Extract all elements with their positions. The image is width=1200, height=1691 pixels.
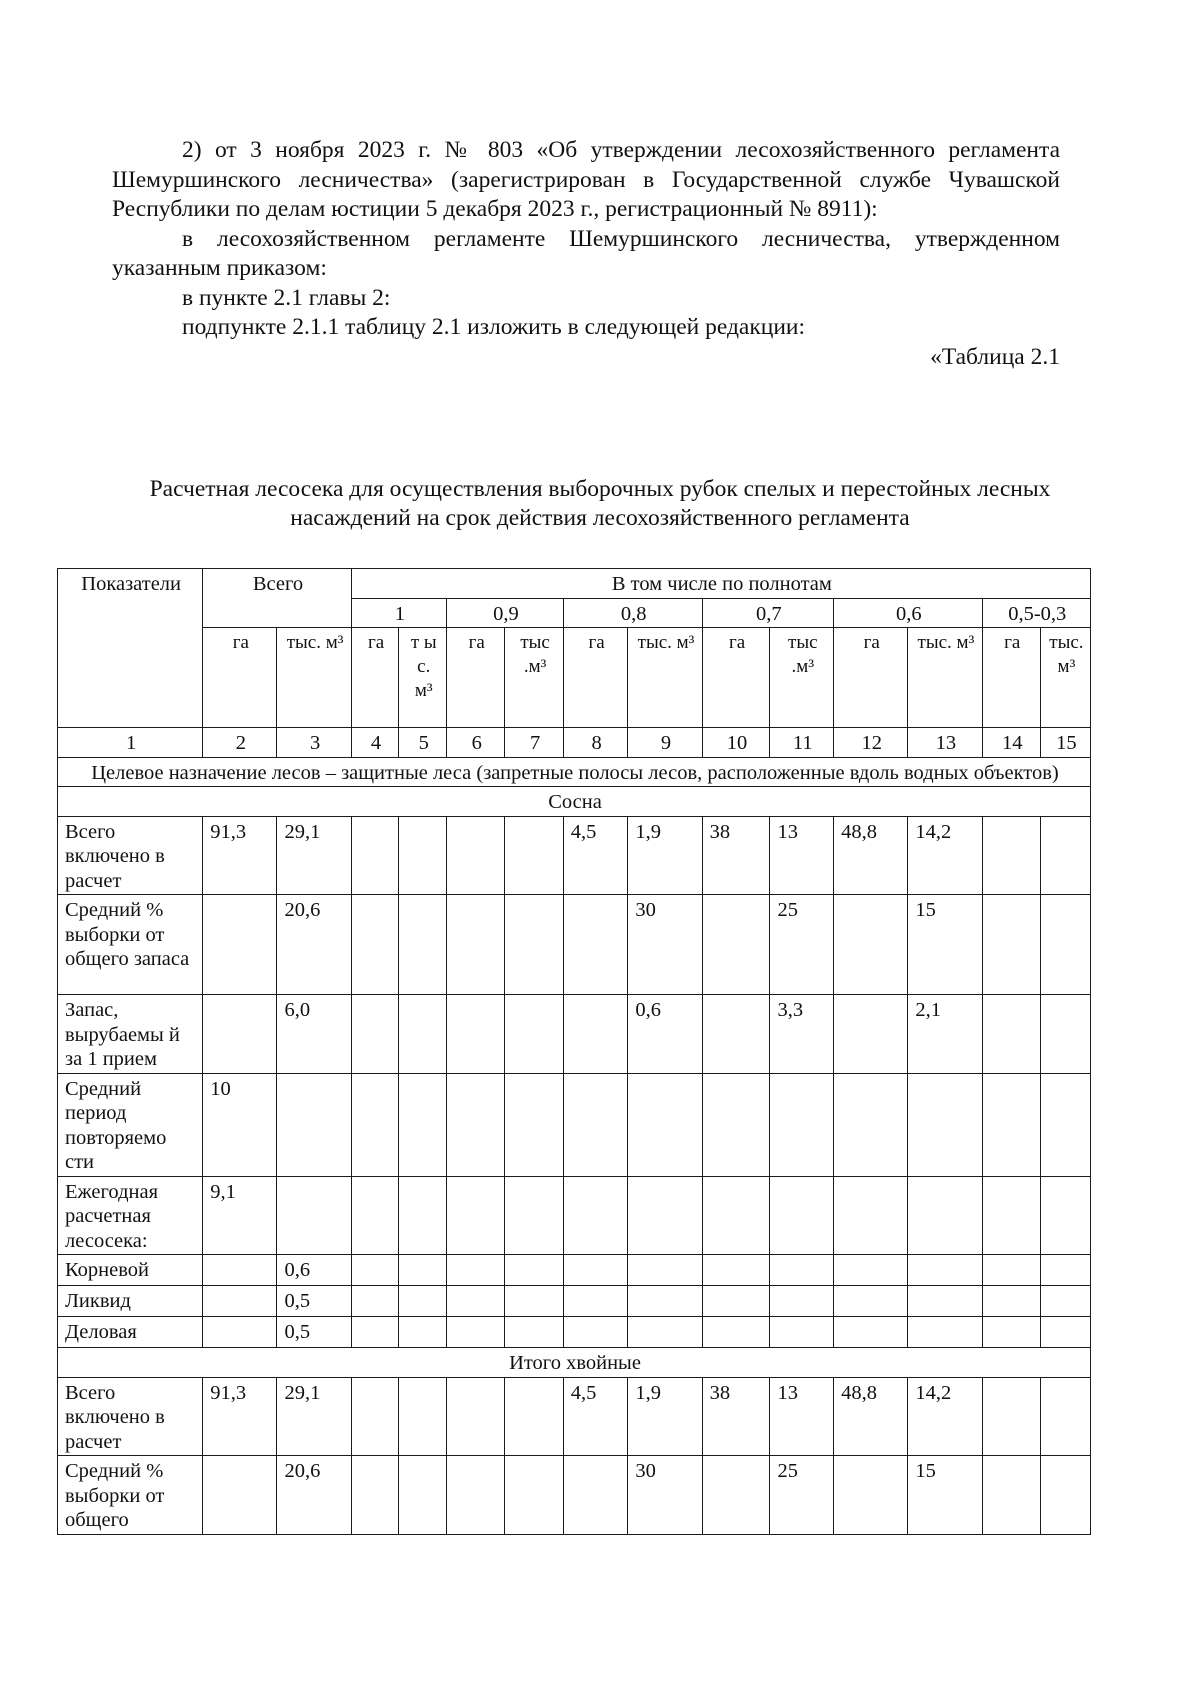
table-cell — [505, 1317, 563, 1348]
row-label: Деловая — [58, 1317, 203, 1348]
unit-cell: тыс. м³ — [277, 628, 351, 728]
table-cell: 91,3 — [203, 816, 277, 895]
table-cell — [702, 1176, 770, 1255]
table-cell: 25 — [770, 1456, 834, 1535]
table-cell: 10 — [203, 1073, 277, 1176]
table-title-line-2: насаждений на срок действия лесохозяйственного регламента — [290, 505, 910, 531]
table-cell: 0,5 — [277, 1286, 351, 1317]
table-cell — [351, 1286, 399, 1317]
table-cell — [505, 895, 563, 995]
table-cell — [203, 1317, 277, 1348]
table-cell — [834, 895, 908, 995]
density-1: 1 — [351, 598, 446, 628]
table-cell — [702, 895, 770, 995]
table-cell — [505, 1073, 563, 1176]
table-cell — [203, 895, 277, 995]
table-cell — [702, 995, 770, 1074]
table-cell: 48,8 — [834, 1377, 908, 1456]
table-cell: 15 — [908, 1456, 982, 1535]
table-row — [58, 1317, 1091, 1348]
table-cell — [702, 1286, 770, 1317]
table-cell — [351, 1317, 399, 1348]
table-cell — [1040, 1176, 1090, 1255]
table-cell — [982, 995, 1040, 1074]
table-cell — [1040, 1286, 1090, 1317]
table-cell — [203, 1255, 277, 1286]
table-row — [58, 1176, 1091, 1255]
table-cell — [563, 1255, 628, 1286]
table-cell — [982, 1456, 1040, 1535]
column-number: 4 — [351, 728, 399, 758]
density-0-5-0-3: 0,5-0,3 — [982, 598, 1090, 628]
table-cell: 20,6 — [277, 1456, 351, 1535]
table-cell — [447, 1176, 505, 1255]
column-number: 14 — [982, 728, 1040, 758]
density-0-9: 0,9 — [447, 598, 564, 628]
table-cell — [351, 1073, 399, 1176]
unit-cell: тыс .м³ — [505, 628, 563, 728]
column-number: 3 — [277, 728, 351, 758]
table-cell — [447, 895, 505, 995]
unit-cell: га — [982, 628, 1040, 728]
header-by-density: В том числе по полнотам — [351, 569, 1090, 599]
table-cell — [399, 1286, 447, 1317]
column-number: 2 — [203, 728, 277, 758]
table-cell: 14,2 — [908, 816, 982, 895]
row-label: Запас, вырубаемы й за 1 прием — [58, 995, 203, 1074]
header-units-row — [58, 628, 1091, 728]
table-row — [58, 1456, 1091, 1535]
table-cell — [447, 1456, 505, 1535]
table-cell — [505, 1255, 563, 1286]
table-cell — [563, 1286, 628, 1317]
column-number: 13 — [908, 728, 982, 758]
column-number: 11 — [770, 728, 834, 758]
table-cell — [351, 1377, 399, 1456]
table-cell — [563, 1176, 628, 1255]
table-cell — [399, 895, 447, 995]
table-cell — [770, 1255, 834, 1286]
table-cell — [399, 1255, 447, 1286]
table-cell: 2,1 — [908, 995, 982, 1074]
row-label: Средний % выборки от общего запаса — [58, 895, 203, 995]
table-cell — [1040, 995, 1090, 1074]
table-cell — [505, 1176, 563, 1255]
table-cell — [277, 1176, 351, 1255]
table-title — [60, 475, 1140, 533]
table-cell: 48,8 — [834, 816, 908, 895]
section-row — [58, 1348, 1091, 1378]
table-cell — [447, 1317, 505, 1348]
purpose-row — [58, 757, 1091, 787]
row-label: Средний % выборки от общего — [58, 1456, 203, 1535]
table-cell — [1040, 1255, 1090, 1286]
table-cell — [351, 1176, 399, 1255]
table-cell — [982, 1255, 1040, 1286]
table-cell — [908, 1286, 982, 1317]
table-cell — [399, 1073, 447, 1176]
table-row — [58, 1255, 1091, 1286]
table-cell — [982, 1377, 1040, 1456]
unit-cell: га — [351, 628, 399, 728]
table-cell — [447, 816, 505, 895]
unit-cell: га — [203, 628, 277, 728]
unit-cell: тыс. м³ — [908, 628, 982, 728]
table-cell: 0,6 — [628, 995, 702, 1074]
table-cell — [505, 1286, 563, 1317]
table-cell — [628, 1286, 702, 1317]
table-cell — [834, 995, 908, 1074]
intro-text — [112, 136, 1060, 372]
table-cell — [399, 995, 447, 1074]
table-cell — [399, 816, 447, 895]
table-cell — [399, 1456, 447, 1535]
table-cell — [982, 1073, 1040, 1176]
table-cell — [834, 1073, 908, 1176]
table-cell — [563, 1073, 628, 1176]
table-cell — [770, 1286, 834, 1317]
table-cell: 25 — [770, 895, 834, 995]
table-cell — [1040, 1317, 1090, 1348]
table-cell — [1040, 816, 1090, 895]
table-cell — [834, 1456, 908, 1535]
table-cell — [982, 1286, 1040, 1317]
row-label: Всего включено в расчет — [58, 1377, 203, 1456]
allowable-cut-table — [57, 568, 1091, 1535]
table-cell: 15 — [908, 895, 982, 995]
row-label: Ликвид — [58, 1286, 203, 1317]
table-title-line-1: Расчетная лесосека для осуществления выборочных рубок спелых и перестойных лесных — [149, 476, 1051, 502]
table-cell — [447, 1073, 505, 1176]
table-cell — [770, 1073, 834, 1176]
table-cell — [351, 995, 399, 1074]
row-label: Средний период повторяемо сти — [58, 1073, 203, 1176]
header-indicators: Показатели — [58, 569, 203, 728]
column-number: 10 — [702, 728, 770, 758]
table-cell — [982, 816, 1040, 895]
table-cell — [351, 895, 399, 995]
table-cell — [702, 1317, 770, 1348]
table-cell: 1,9 — [628, 816, 702, 895]
table-cell — [834, 1255, 908, 1286]
forest-purpose: Целевое назначение лесов – защитные леса (запретные полосы лесов, расположенные вдоль водных объектов) — [58, 757, 1091, 787]
table-row — [58, 1073, 1091, 1176]
section-row — [58, 787, 1091, 817]
table-cell — [399, 1176, 447, 1255]
table-cell: 6,0 — [277, 995, 351, 1074]
table-cell — [351, 1255, 399, 1286]
table-cell — [834, 1317, 908, 1348]
table-cell — [628, 1317, 702, 1348]
intro-paragraph-4: подпункте 2.1.1 таблицу 2.1 изложить в следующей редакции: — [182, 314, 806, 340]
table-reference: «Таблица 2.1 — [930, 343, 1060, 370]
density-0-7: 0,7 — [702, 598, 833, 628]
table-cell — [702, 1073, 770, 1176]
table-cell: 13 — [770, 1377, 834, 1456]
table-cell: 29,1 — [277, 1377, 351, 1456]
unit-cell: т ы с. м³ — [399, 628, 447, 728]
table-cell — [351, 1456, 399, 1535]
table-cell: 13 — [770, 816, 834, 895]
table-cell — [1040, 1456, 1090, 1535]
table-cell — [982, 1317, 1040, 1348]
table-cell: 0,5 — [277, 1317, 351, 1348]
unit-cell: тыс. м³ — [1040, 628, 1090, 728]
column-number: 6 — [447, 728, 505, 758]
section-title: Сосна — [58, 787, 1091, 817]
table-cell: 14,2 — [908, 1377, 982, 1456]
table-cell: 0,6 — [277, 1255, 351, 1286]
column-number: 15 — [1040, 728, 1090, 758]
table-cell — [505, 1377, 563, 1456]
table-row — [58, 816, 1091, 895]
table-cell — [203, 995, 277, 1074]
table-cell — [908, 1317, 982, 1348]
table-cell — [702, 1255, 770, 1286]
row-label: Корневой — [58, 1255, 203, 1286]
header-total: Всего — [203, 569, 351, 628]
column-number: 9 — [628, 728, 702, 758]
table-cell: 1,9 — [628, 1377, 702, 1456]
density-0-8: 0,8 — [563, 598, 702, 628]
table-cell: 9,1 — [203, 1176, 277, 1255]
unit-cell: тыс. м³ — [628, 628, 702, 728]
table-cell: 3,3 — [770, 995, 834, 1074]
table-cell: 29,1 — [277, 816, 351, 895]
table-cell — [908, 1073, 982, 1176]
table-cell: 38 — [702, 1377, 770, 1456]
table-row — [58, 995, 1091, 1074]
header-row-1 — [58, 569, 1091, 599]
table-cell — [834, 1176, 908, 1255]
table-cell — [203, 1456, 277, 1535]
table-cell — [908, 1255, 982, 1286]
table-cell — [505, 1456, 563, 1535]
table-cell — [563, 995, 628, 1074]
table-cell — [563, 895, 628, 995]
table-row — [58, 895, 1091, 995]
table-cell — [628, 1255, 702, 1286]
table-cell: 30 — [628, 1456, 702, 1535]
table-cell — [982, 895, 1040, 995]
column-number: 8 — [563, 728, 628, 758]
table-cell — [277, 1073, 351, 1176]
table-row — [58, 1286, 1091, 1317]
table-cell — [628, 1176, 702, 1255]
table-cell — [447, 995, 505, 1074]
table-cell — [834, 1286, 908, 1317]
table-cell — [702, 1456, 770, 1535]
table-cell: 91,3 — [203, 1377, 277, 1456]
table-cell — [399, 1317, 447, 1348]
table-cell: 20,6 — [277, 895, 351, 995]
table-cell: 30 — [628, 895, 702, 995]
table-cell — [351, 816, 399, 895]
table-cell — [447, 1286, 505, 1317]
unit-cell: га — [834, 628, 908, 728]
table-cell — [1040, 1377, 1090, 1456]
intro-paragraph-3: в пункте 2.1 главы 2: — [182, 284, 391, 311]
table-cell — [505, 995, 563, 1074]
table-cell — [505, 816, 563, 895]
table-cell — [563, 1456, 628, 1535]
table-cell — [770, 1176, 834, 1255]
unit-cell: тыс .м³ — [770, 628, 834, 728]
column-number: 7 — [505, 728, 563, 758]
unit-cell: га — [563, 628, 628, 728]
table-cell — [908, 1176, 982, 1255]
column-number: 5 — [399, 728, 447, 758]
table-row — [58, 1377, 1091, 1456]
table-cell — [563, 1317, 628, 1348]
table-cell — [1040, 1073, 1090, 1176]
column-number: 1 — [58, 728, 203, 758]
table-cell — [447, 1255, 505, 1286]
intro-paragraph-2: в лесохозяйственном регламенте Шемуршинского лесничества, утвержденном указанным приказом: — [112, 225, 1060, 281]
table-cell: 4,5 — [563, 1377, 628, 1456]
table-cell — [447, 1377, 505, 1456]
intro-paragraph-1: 2) от 3 ноября 2023 г. № 803 «Об утверждении лесохозяйственного регламента Шемуршинского лесничества» (зарегистрирован в Государственной службе Чувашской Республики по делам юстиции 5 декабря 2023 г., регистрационный № 8911): — [112, 137, 1060, 222]
row-label: Ежегодная расчетная лесосека: — [58, 1176, 203, 1255]
table-cell — [203, 1286, 277, 1317]
column-number: 12 — [834, 728, 908, 758]
unit-cell: га — [447, 628, 505, 728]
unit-cell: га — [702, 628, 770, 728]
section-title: Итого хвойные — [58, 1348, 1091, 1378]
table-cell — [399, 1377, 447, 1456]
column-numbers-row — [58, 728, 1091, 758]
table-cell — [628, 1073, 702, 1176]
density-0-6: 0,6 — [834, 598, 982, 628]
table-cell — [770, 1317, 834, 1348]
table-cell — [982, 1176, 1040, 1255]
table-cell — [1040, 895, 1090, 995]
table-cell: 4,5 — [563, 816, 628, 895]
table-cell: 38 — [702, 816, 770, 895]
row-label: Всего включено в расчет — [58, 816, 203, 895]
